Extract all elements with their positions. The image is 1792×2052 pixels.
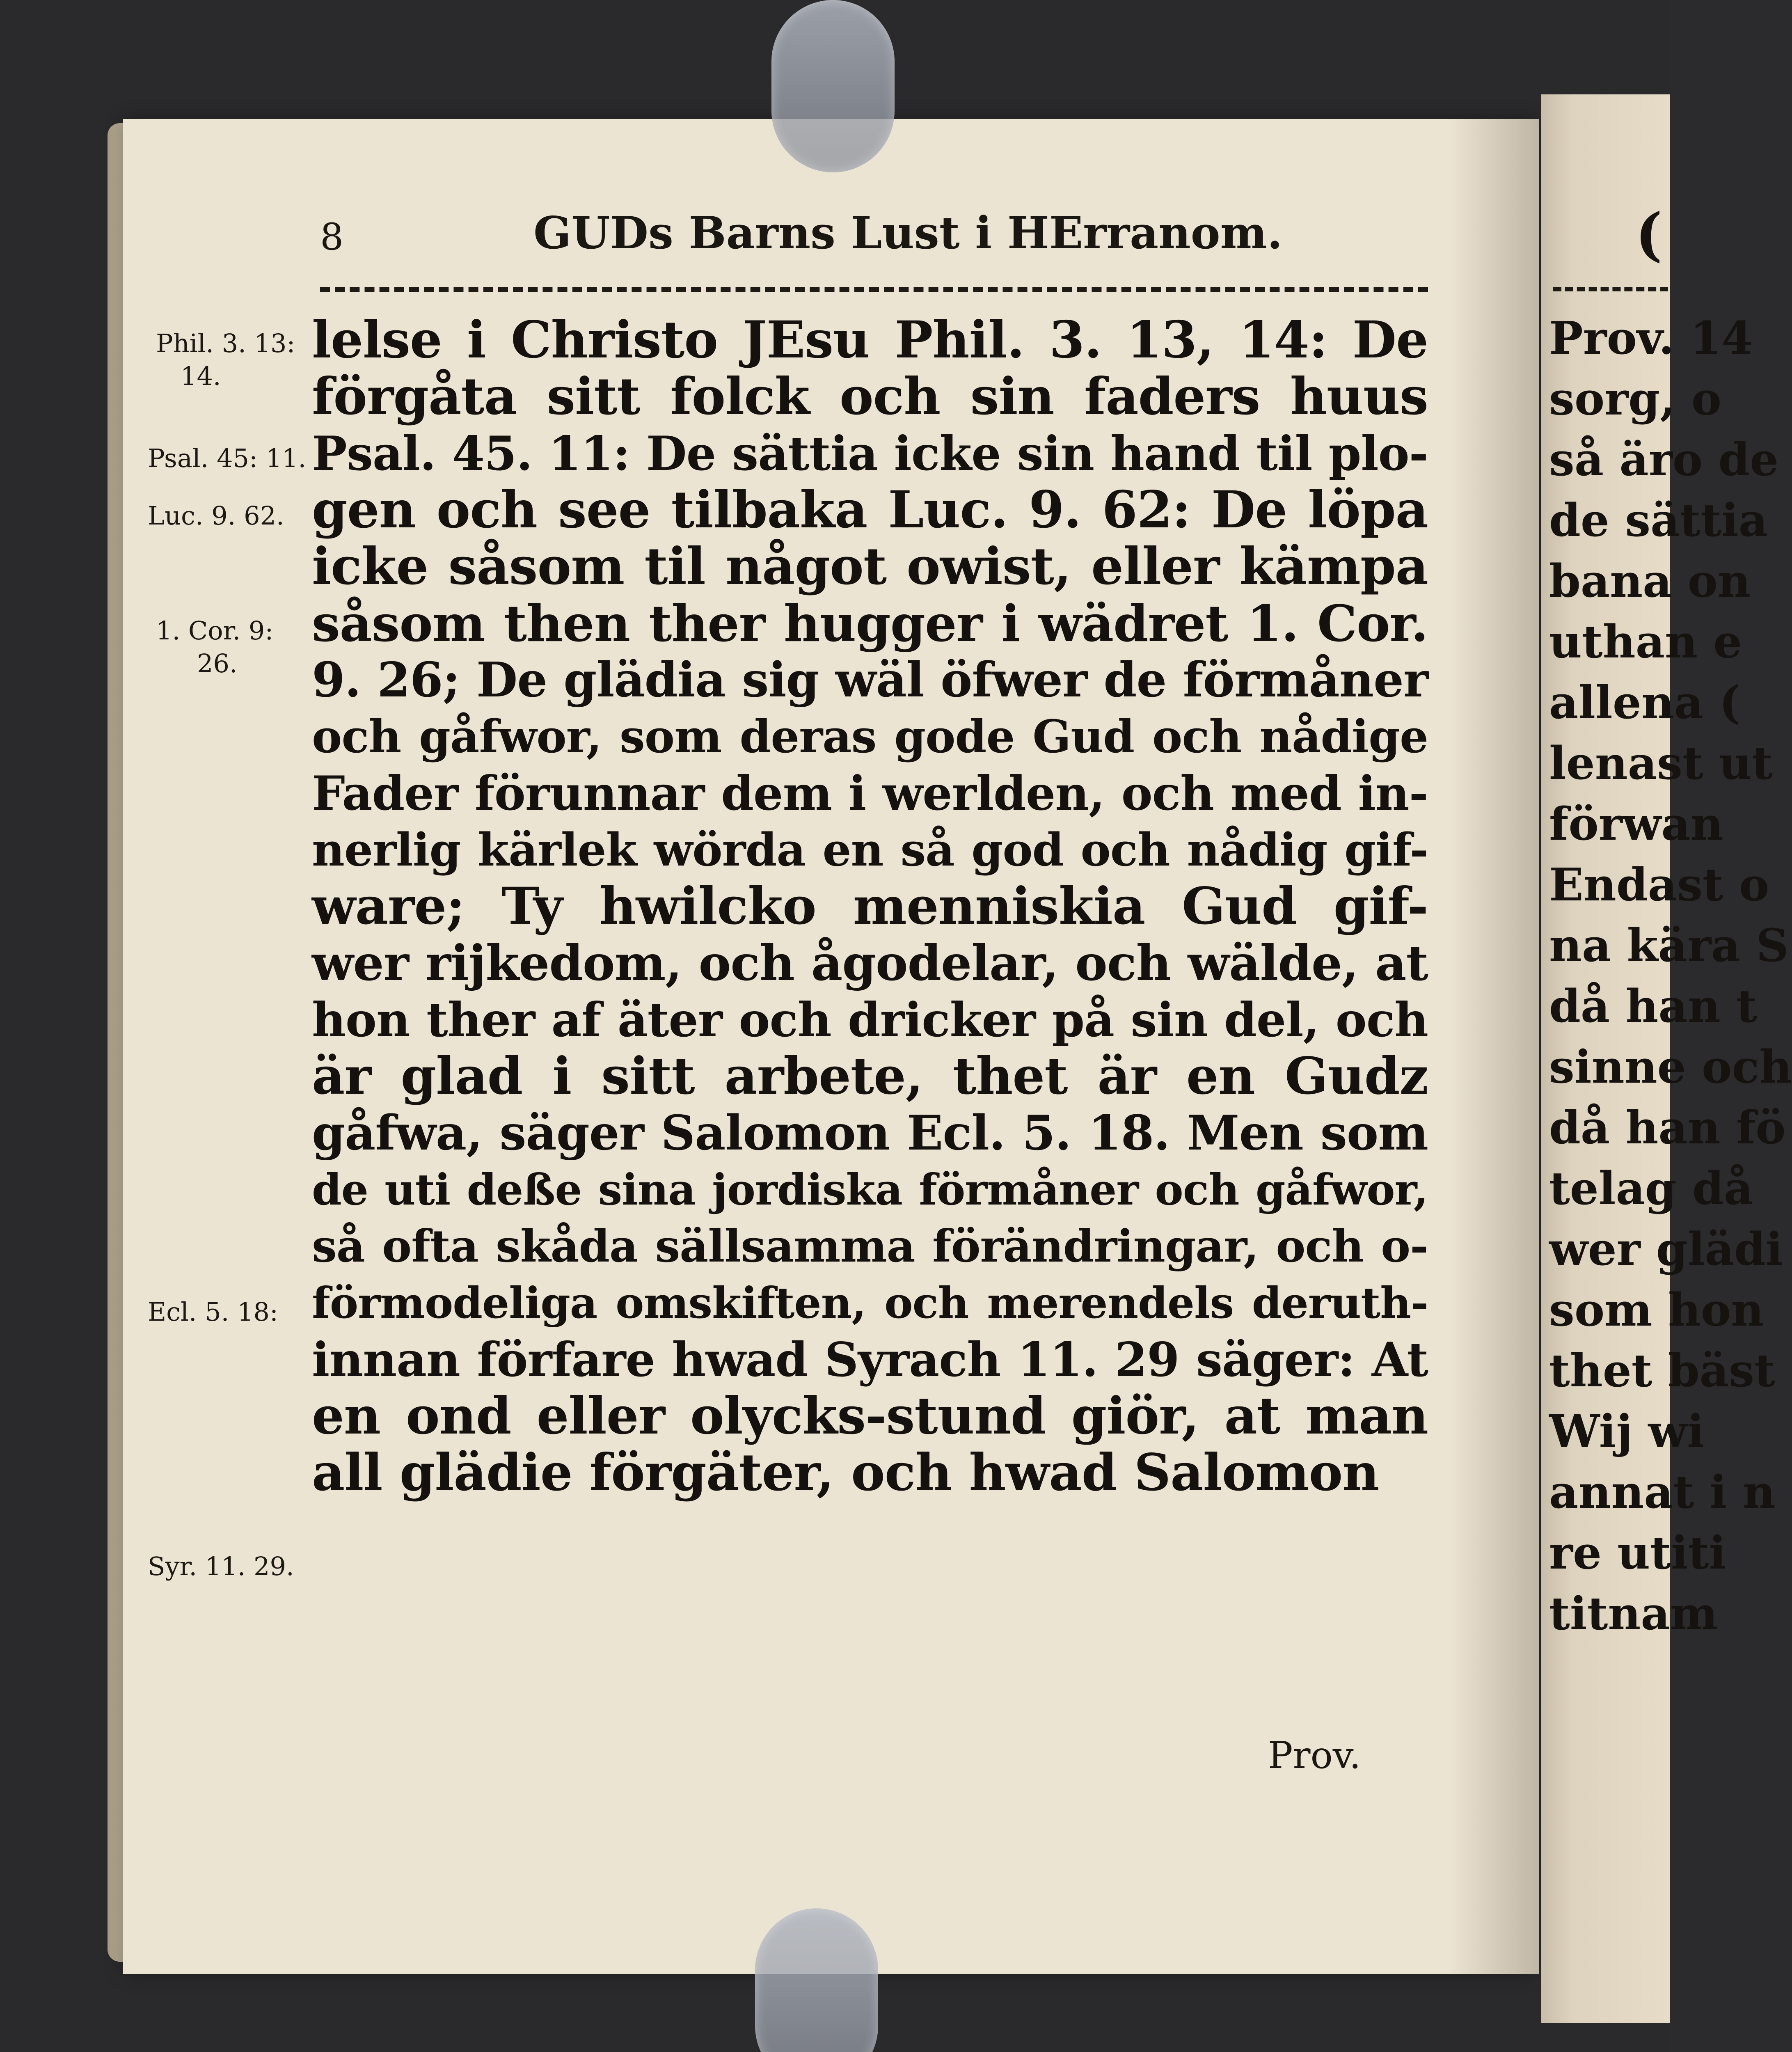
right-line: Prov. 14: [1549, 311, 1753, 364]
text-line: nerlig kärlek wörda en så god och nådig gif-: [312, 823, 1428, 876]
text-line: all glädie förgäter, och hwad Salomon: [312, 1443, 1379, 1502]
margin-note: 1. Cor. 9:: [156, 616, 274, 646]
header-rule: [320, 287, 1428, 292]
body-text: [312, 312, 1428, 1501]
text-line: icke såsom til något owist, eller kämpa: [312, 537, 1428, 596]
right-line: allena (: [1549, 676, 1741, 729]
right-line: förwan: [1549, 797, 1723, 850]
right-page: [1541, 94, 1792, 2023]
text-line: hon ther af äter och dricker på sin del, och: [312, 992, 1428, 1047]
text-line: förmodeliga omskiften, och merendels deruth-: [312, 1278, 1428, 1328]
text-line: så ofta skåda sällsamma förändringar, och o-: [312, 1221, 1428, 1272]
text-line: gåfwa, säger Salomon Ecl. 5. 18. Men som: [312, 1105, 1428, 1161]
text-line: de uti deße sina jordiska förmåner och gåfwor,: [312, 1164, 1428, 1215]
page-number: 8: [320, 215, 344, 259]
text-line: en ond eller olycks-stund giör, at man: [312, 1386, 1428, 1446]
text-line: ware; Ty hwilcko menniskia Gud gif-: [312, 877, 1428, 936]
right-line: Endast o: [1549, 858, 1769, 911]
margin-note: Psal. 45: 11.: [148, 443, 307, 473]
right-line: Wij wi: [1549, 1405, 1704, 1458]
margin-note: 26.: [197, 648, 238, 678]
text-line: 9. 26; De glädia sig wäl öfwer de förmåner: [312, 652, 1428, 708]
right-line: thet bäst: [1549, 1344, 1775, 1397]
right-line: då han t: [1549, 980, 1757, 1033]
text-line: och gåfwor, som deras gode Gud och nådige: [312, 710, 1428, 763]
margin-note: Phil. 3. 13:: [156, 328, 295, 358]
right-page-head: (: [1635, 201, 1663, 268]
margin-note: Ecl. 5. 18:: [148, 1297, 278, 1327]
text-line: såsom then ther hugger i wädret 1. Cor.: [312, 594, 1428, 653]
right-page-lines: [1549, 308, 1792, 1644]
catchword: Prov.: [1268, 1734, 1361, 1777]
right-line: titnam: [1549, 1587, 1718, 1640]
right-page-rule: [1553, 287, 1668, 291]
right-line: som hon: [1549, 1283, 1764, 1336]
right-line: sinne och: [1549, 1040, 1792, 1093]
margin-note: Syr. 11. 29.: [148, 1551, 294, 1581]
running-title: GUDs Barns Lust i HErranom.: [533, 207, 1283, 259]
right-line: lenast ut: [1549, 737, 1773, 790]
right-line: uthan e: [1549, 615, 1742, 668]
margin-note: 14.: [181, 361, 221, 391]
text-line: gen och see tilbaka Luc. 9. 62: De löpa: [312, 480, 1428, 540]
right-line: na kära S: [1549, 919, 1789, 972]
right-line: telag då: [1549, 1162, 1753, 1215]
text-line: Psal. 45. 11: De sättia icke sin hand til plo-: [312, 426, 1428, 481]
right-line: wer glädi: [1549, 1223, 1783, 1276]
text-line: förgåta sitt folck och sin faders huus: [312, 367, 1428, 426]
right-line: sorg, o: [1549, 372, 1722, 425]
right-line: då han fö: [1549, 1101, 1786, 1154]
text-line: är glad i sitt arbete, thet är en Gudz: [312, 1047, 1428, 1106]
right-line: bana on: [1549, 554, 1751, 607]
text-line: innan förfare hwad Syrach 11. 29 säger: At: [312, 1332, 1428, 1387]
right-line: annat i n: [1549, 1466, 1776, 1518]
right-line: så äro de: [1549, 433, 1779, 486]
text-line: lelse i Christo JEsu Phil. 3. 13, 14: De: [312, 310, 1428, 370]
margin-note: Luc. 9. 62.: [148, 501, 284, 531]
page-header: [320, 207, 1428, 261]
page-clip-bottom: [755, 1908, 878, 2052]
text-line: wer rijkedom, och ågodelar, och wälde, at: [312, 934, 1428, 992]
right-line: re utiti: [1549, 1526, 1726, 1579]
page-clip-top: [771, 0, 895, 172]
text-line: Fader förunnar dem i werlden, och med in-: [312, 766, 1428, 821]
right-line: de sättia: [1549, 494, 1768, 547]
